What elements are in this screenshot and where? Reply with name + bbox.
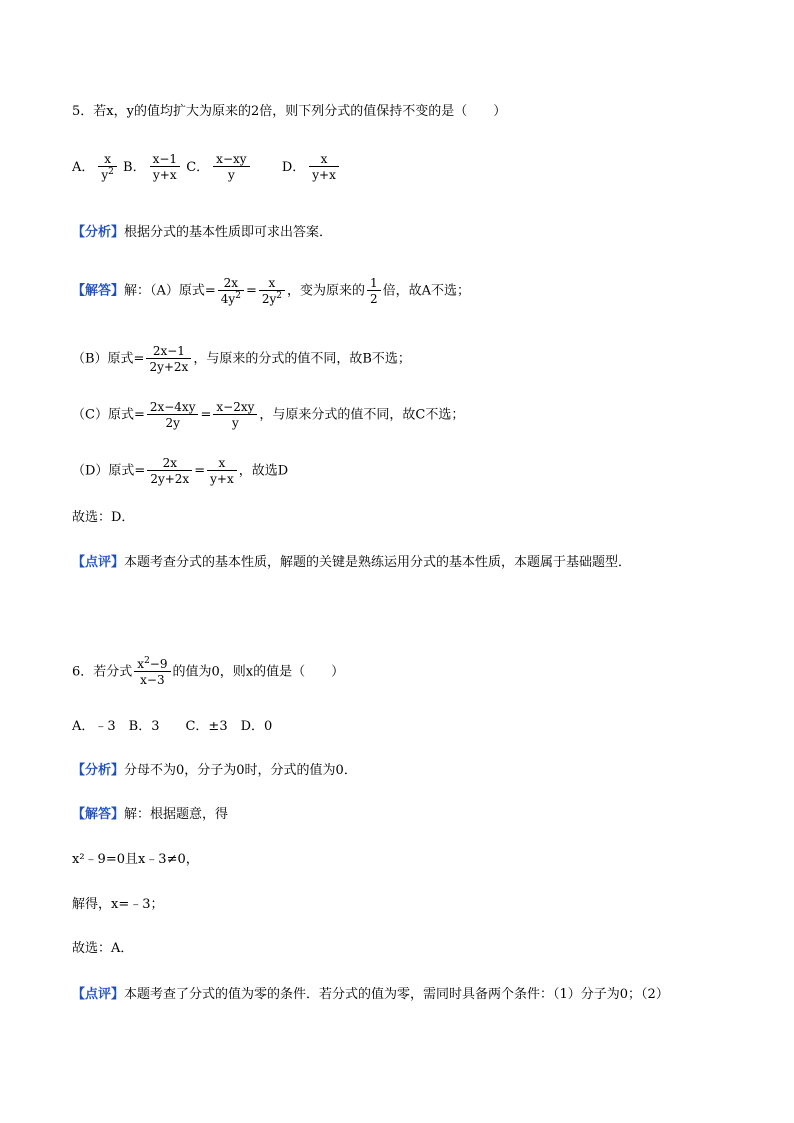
q5-solution-c: （C）原式= $\frac{2x-4xy}{2y}$ = $\frac{x-2xy}{y}$ ，与原来分式的值不同，故C不选； [72,400,465,430]
q5-comment [72,554,631,572]
q5-analysis [72,224,332,242]
q6-analysis [72,762,357,780]
q6-stem: 6．若分式 $\frac{x^2-9}{x-3}$ 的值为0，则x的值是（ ） [72,656,345,687]
q5-choose: 故选：D． [72,510,135,525]
q6-solution [72,806,228,824]
q5-stem: 5．若x，y的值均扩大为原来的2倍，则下列分式的值保持不变的是（ ） [72,104,507,119]
q5-analysis-text: 根据分式的基本性质即可求出答案． [124,225,333,240]
q5-sol-c-fraction-2: $\frac{x-2xy}{y}$ [213,400,257,430]
q6-stem-fraction: $\frac{x^2-9}{x-3}$ [134,657,170,687]
q5-sol-a-half: $\frac{1}{2}$ [367,276,381,306]
q5-sol-d-fraction-2: $\frac{x}{y+x}$ [207,456,237,486]
q6-solution-text: 解：根据题意，得 [124,807,229,822]
q5-option-a-label: A． [72,159,95,175]
q5-option-d-label: D． [281,159,306,175]
q5-comment-tag: 【点评】 [72,555,125,570]
q5-option-c-fraction: $\frac{x-xy}{y}$ [213,152,249,182]
q5-sol-d-fraction-1: $\frac{2x}{2y+2x}$ [147,456,192,486]
q5-sol-b-fraction: $\frac{2x-1}{2y+2x}$ [146,344,191,374]
q5-sol-a-fraction-2: $\frac{x}{2y^2}$ [259,276,285,306]
q6-analysis-text: 分母不为0，分子为0时，分式的值为0． [124,763,357,778]
q5-comment-text: 本题考查分式的基本性质，解题的关键是熟练运用分式的基本性质，本题属于基础题型． [124,555,632,570]
q5-option-b-label: B． [123,159,146,175]
q5-option-c-label: C． [186,159,210,175]
q5-solution-d: （D）原式= $\frac{2x}{2y+2x}$ = $\frac{x}{y+x}$ ，故选D [72,456,289,486]
q5-analysis-tag: 【分析】 [72,225,125,240]
q6-comment-tag: 【点评】 [72,987,125,1002]
q5-solution-tag: 【解答】 [72,283,125,299]
q6-analysis-tag: 【分析】 [72,763,125,778]
q5-option-d-fraction: $\frac{x}{y+x}$ [309,152,339,182]
q6-options: A．﹣3 B．3 C．±3 D．0 [72,719,273,734]
q5-option-a-fraction: $\frac{x}{y^2}$ [98,152,117,182]
q6-step-1: x²﹣9=0且x﹣3≠0， [72,852,199,867]
q5-options [72,152,341,182]
q5-sol-a-fraction-1: $\frac{2x}{4y^2}$ [218,276,244,306]
q5-solution-a: 【解答】解：（A）原式= $\frac{2x}{4y^2}$ = $\frac{x}{2y^2}$ ，变为原来的 $\frac{1}{2}$ 倍，故A不选； [72,276,471,306]
q6-solution-tag: 【解答】 [72,807,125,822]
q5-solution-b: （B）原式= $\frac{2x-1}{2y+2x}$ ，与原来的分式的值不同，故B不选； [72,344,411,374]
q6-comment [72,986,669,1004]
q5-sol-c-fraction-1: $\frac{2x-4xy}{2y}$ [147,400,199,430]
q6-choose: 故选：A． [72,941,134,956]
q6-step-2: 解得，x=﹣3； [72,897,164,912]
q6-comment-text: 本题考查了分式的值为零的条件．若分式的值为零，需同时具备两个条件：（1）分子为0；（2） [124,987,669,1002]
q5-option-b-fraction: $\frac{x-1}{y+x}$ [150,152,180,182]
